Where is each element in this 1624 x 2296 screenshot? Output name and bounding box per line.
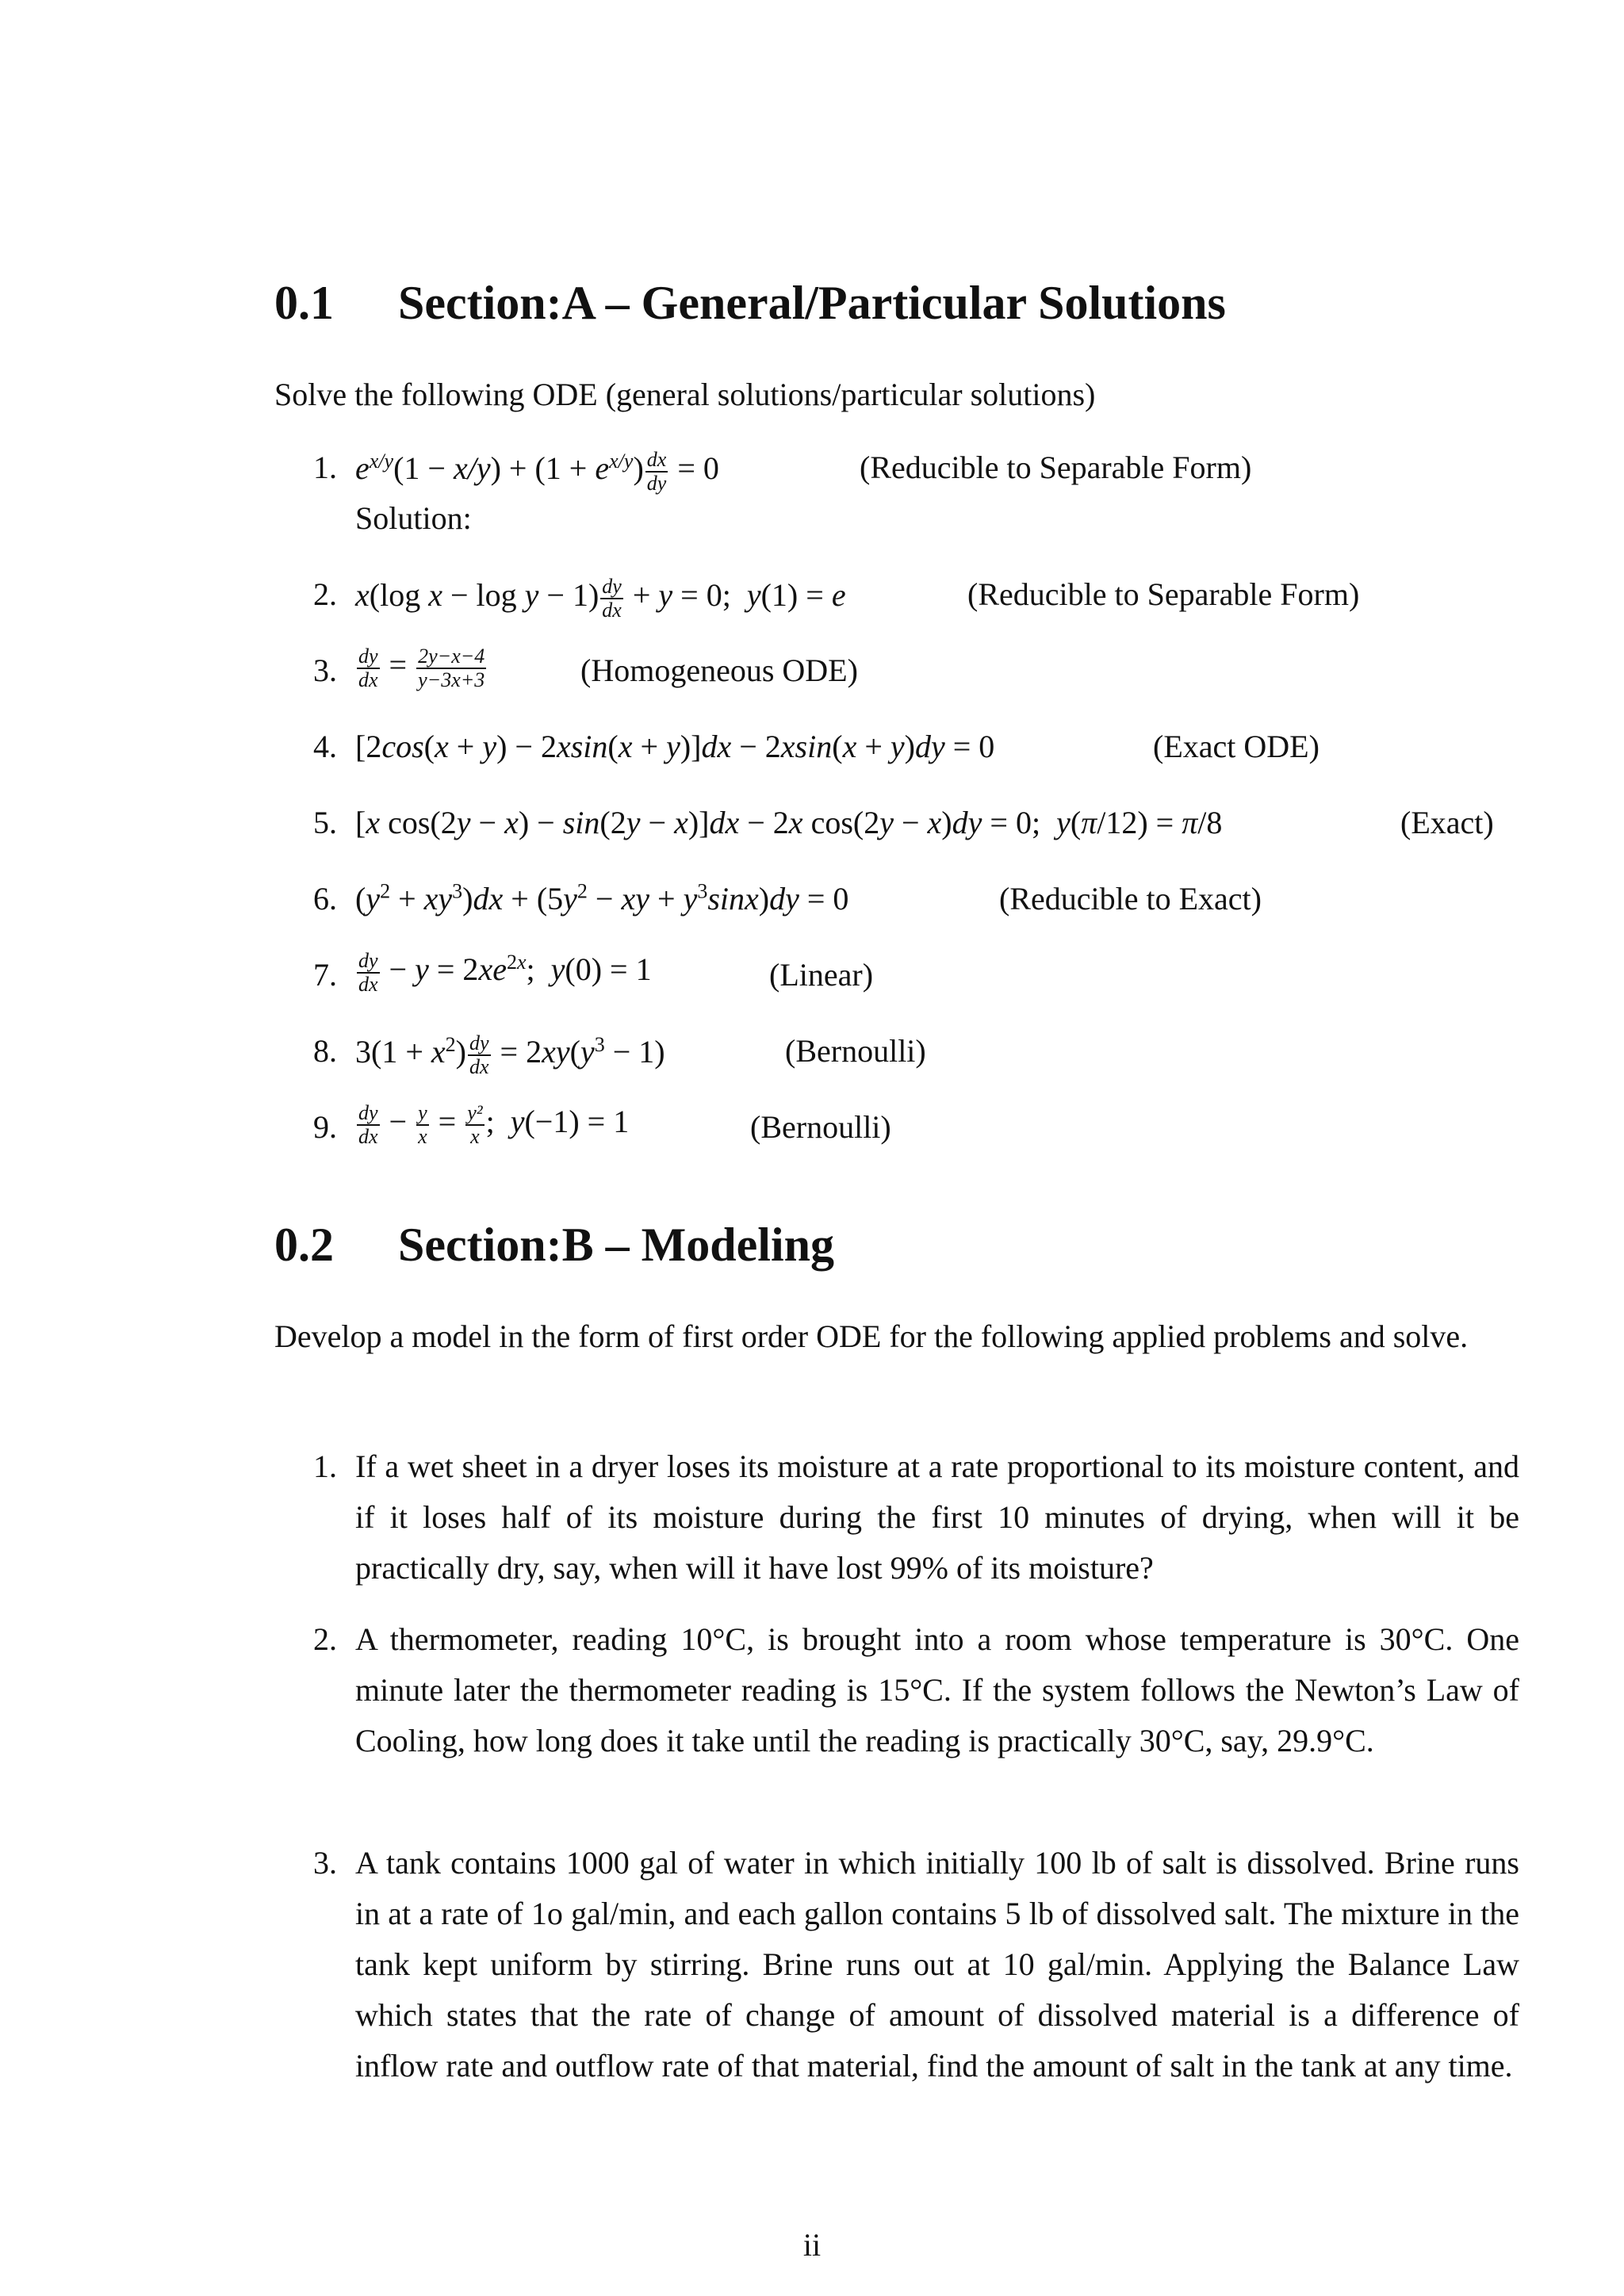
- a-item-6-number: 6.: [313, 881, 337, 916]
- a-item-4-number: 4.: [313, 729, 337, 764]
- a-item-1-equation: $e^{x/y}(1 - x/y) + (1 + e^{x/y})$ $\frac{dx}{dy}$ = 0: [355, 448, 719, 495]
- b-item-1-number: 1.: [313, 1448, 337, 1484]
- a-item-8-tag: (Bernoulli): [785, 1033, 926, 1069]
- a-item-9-tag: (Bernoulli): [750, 1109, 891, 1145]
- b-item-2-text: A thermometer, reading 10°C, is brought into a room whose temperature is 30°C. One minute later the thermometer reading is 15°C. If the system follows the Newton’s Law of Cooling, how long does it take until the reading is practically 30°C, say, 29.9°C.: [355, 1621, 1519, 1758]
- b-item-2-number: 2.: [313, 1621, 337, 1657]
- a-item-6-tag: (Reducible to Exact): [999, 881, 1262, 916]
- a-item-1-number: 1.: [313, 450, 337, 485]
- a-item-9-equation: $\frac{dy}{dx}$ − $\frac{y}{x}$ = $\frac{\text{y²}}{x}$ ; y(−1) = 1: [358, 1101, 630, 1148]
- a-item-3-equation: $\frac{dy}{dx}$ = $\frac{2y-x-4}{y-3x+3}$: [358, 645, 485, 691]
- section-a-heading: [274, 279, 1226, 327]
- page-number: ii: [802, 2227, 822, 2263]
- section-a-title: Section:A – General/Particular Solutions: [398, 277, 1226, 329]
- a-item-3-tag: (Homogeneous ODE): [580, 652, 858, 688]
- a-item-7-equation: $\frac{dy}{dx}$ − $y = 2xe^{2x}$; y(0) = 1: [358, 949, 652, 996]
- a-item-7-number: 7.: [313, 957, 337, 993]
- a-item-1-solution-label: Solution:: [355, 500, 472, 536]
- a-item-9-number: 9.: [313, 1109, 337, 1145]
- a-item-4-equation: [2cos(x + y) − 2xsin(x + y)]dx − 2xsin(x + y)dy = 0: [355, 729, 995, 764]
- section-b-intro: Develop a model in the form of first order ODE for the following applied problems and solve.: [274, 1318, 1469, 1354]
- section-b-heading: [274, 1221, 834, 1269]
- a-item-5-number: 5.: [313, 805, 337, 840]
- section-b-title: Section:B – Modeling: [398, 1219, 834, 1271]
- b-item-1-text: If a wet sheet in a dryer loses its moisture at a rate proportional to its moisture content, and if it loses half of its moisture during the first 10 minutes of drying, when will it be practically dry, say, when will it have lost 99% of its moisture?: [355, 1448, 1519, 1586]
- b-item-3-number: 3.: [313, 1845, 337, 1881]
- a-item-3-number: 3.: [313, 652, 337, 688]
- a-item-5-equation: [x cos(2y − x) − sin(2y − x)]dx − 2x cos(2y − x)dy = 0; y(π/12) = π/8: [355, 805, 1223, 840]
- section-a-intro: Solve the following ODE (general solutions/particular solutions): [274, 377, 1096, 412]
- a-item-2-number: 2.: [313, 576, 337, 612]
- section-a-number: 0.1: [274, 277, 334, 329]
- b-item-3-text: A tank contains 1000 gal of water in which initially 100 lb of salt is dissolved. Brine runs in at a rate of 1o gal/min, and each gallon contains 5 lb of dissolved salt. The mixture in the tank kept uniform by stirring. Brine runs out at 10 gal/min. Applying the Balance Law which states that the rate of change of amount of dissolved material is a difference of inflow rate and outflow rate of that material, find the amount of salt in the tank at any time.: [355, 1845, 1519, 2084]
- a-item-8-number: 8.: [313, 1033, 337, 1069]
- a-item-1-tag: (Reducible to Separable Form): [860, 450, 1252, 485]
- a-item-4-tag: (Exact ODE): [1153, 729, 1320, 764]
- a-item-7-tag: (Linear): [769, 957, 874, 993]
- a-item-6-equation: $(y^2 + xy^3)dx + (5y^2$ − xy + $y^3\sin x)dy = 0$: [355, 879, 849, 916]
- a-item-2-tag: (Reducible to Separable Form): [967, 576, 1360, 612]
- a-item-8-equation: $3(1 + x^2)$ $\frac{dy}{dx}$ = $2xy(y^3 - 1)$: [355, 1031, 665, 1078]
- section-b-number: 0.2: [274, 1219, 334, 1271]
- a-item-5-tag: (Exact): [1400, 805, 1494, 840]
- a-item-2-equation: x(log x − log y − 1) $\frac{dy}{dx}$ + y = 0; y(1) = e: [355, 575, 846, 622]
